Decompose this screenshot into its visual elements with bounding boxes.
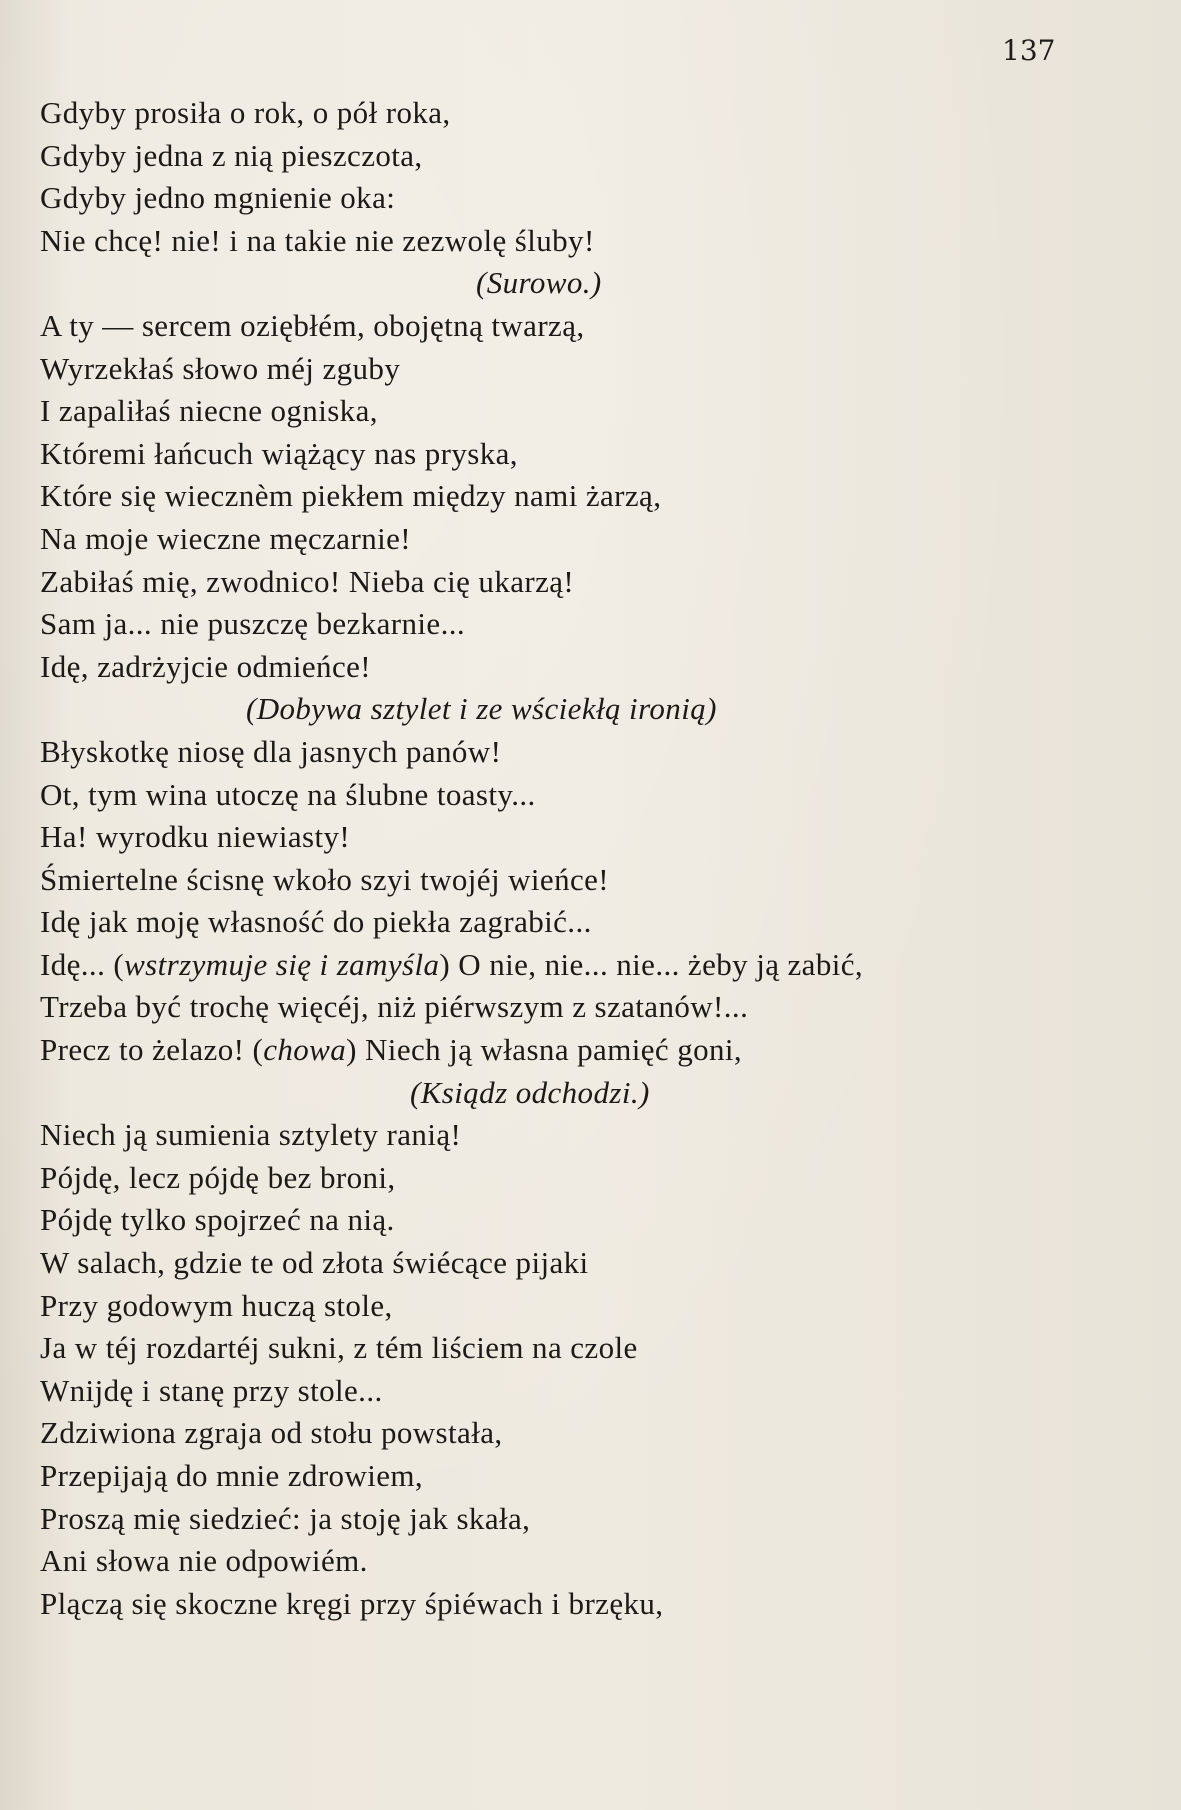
verse-fragment: ) Niech ją własna pamięć goni,	[346, 1032, 743, 1068]
verse-line: Które się wiecznèm piekłem między nami żarzą,	[40, 478, 662, 514]
verse-line: Gdyby prosiła o rok, o pół roka,	[40, 95, 451, 130]
inline-stage-direction: wstrzymuje się i zamyśla	[124, 946, 440, 982]
stage-direction: (Dobywa sztylet i ze wściekłą ironią)	[246, 691, 717, 727]
verse-line: Przepijają do mnie zdrowiem,	[40, 1458, 424, 1493]
verse-line: I zapaliłaś niecne ogniska,	[40, 393, 378, 429]
verse-line: Któremi łańcuch wiążący nas pryska,	[40, 435, 518, 471]
inline-stage-direction: chowa	[263, 1032, 347, 1068]
verse-line: Gdyby jedno mgnienie oka:	[40, 180, 396, 216]
verse-line: Pójdę tylko spojrzeć na nią.	[40, 1202, 395, 1238]
verse-line: Na moje wieczne męczarnie!	[40, 520, 411, 556]
verse-line: Trzeba być trochę więcéj, niż piérwszym z szatanów!...	[40, 989, 749, 1025]
stage-direction: (Ksiądz odchodzi.)	[410, 1074, 650, 1110]
verse-line: Przy godowym huczą stole,	[40, 1287, 393, 1323]
verse-line: Niech ją sumienia sztylety ranią!	[40, 1117, 462, 1153]
stage-direction: (Surowo.)	[476, 265, 602, 301]
verse-line: Proszą mię siedzieć: ja stoję jak skała,	[40, 1500, 531, 1536]
verse-line: Wnijdę i stanę przy stole...	[40, 1372, 383, 1408]
verse-line: A ty — sercem oziębłém, obojętną twarzą,	[40, 307, 585, 343]
verse-fragment: ) O nie, nie... nie... żeby ją zabić,	[439, 946, 864, 982]
verse-line: Idę jak moję własność do piekła zagrabić...	[40, 904, 592, 940]
verse-line: Plączą się skoczne kręgi przy śpiéwach i brzęku,	[40, 1585, 664, 1621]
verse-fragment: Precz to żelazo! (	[40, 1032, 264, 1068]
verse-line: Ha! wyrodku niewiasty!	[40, 819, 351, 855]
verse-line: Błyskotkę niosę dla jasnych panów!	[40, 733, 502, 769]
verse-line: Ani słowa nie odpowiém.	[40, 1543, 368, 1579]
verse-line-with-direction	[40, 944, 1150, 987]
verse-line: Śmiertelne ścisnę wkoło szyi twojéj wieńce!	[40, 861, 610, 897]
verse-line: Gdyby jedna z nią pieszczota,	[40, 137, 423, 173]
verse-line: Zabiłaś mię, zwodnico! Nieba cię ukarzą!	[40, 563, 575, 599]
verse-line: Nie chcę! nie! i na takie nie zezwolę śluby!	[40, 222, 595, 258]
verse-line-with-direction	[40, 1029, 1150, 1072]
verse-line: Wyrzekłaś słowo méj zguby	[40, 350, 401, 386]
verse-line: W salach, gdzie te od złota świécące pijaki	[40, 1245, 589, 1281]
poem-text	[40, 92, 1150, 1625]
verse-line: Idę, zadrżyjcie odmieńce!	[40, 648, 372, 684]
verse-line: Ot, tym wina utoczę na ślubne toasty...	[40, 776, 536, 812]
page-number: 137	[1002, 34, 1056, 67]
verse-line: Pójdę, lecz pójdę bez broni,	[40, 1159, 396, 1195]
verse-fragment: Idę... (	[40, 946, 125, 982]
verse-line: Zdziwiona zgraja od stołu powstała,	[40, 1415, 503, 1451]
verse-line: Sam ja... nie puszczę bezkarnie...	[40, 606, 466, 642]
verse-line: Ja w téj rozdartéj sukni, z tém liściem na czole	[40, 1330, 638, 1366]
